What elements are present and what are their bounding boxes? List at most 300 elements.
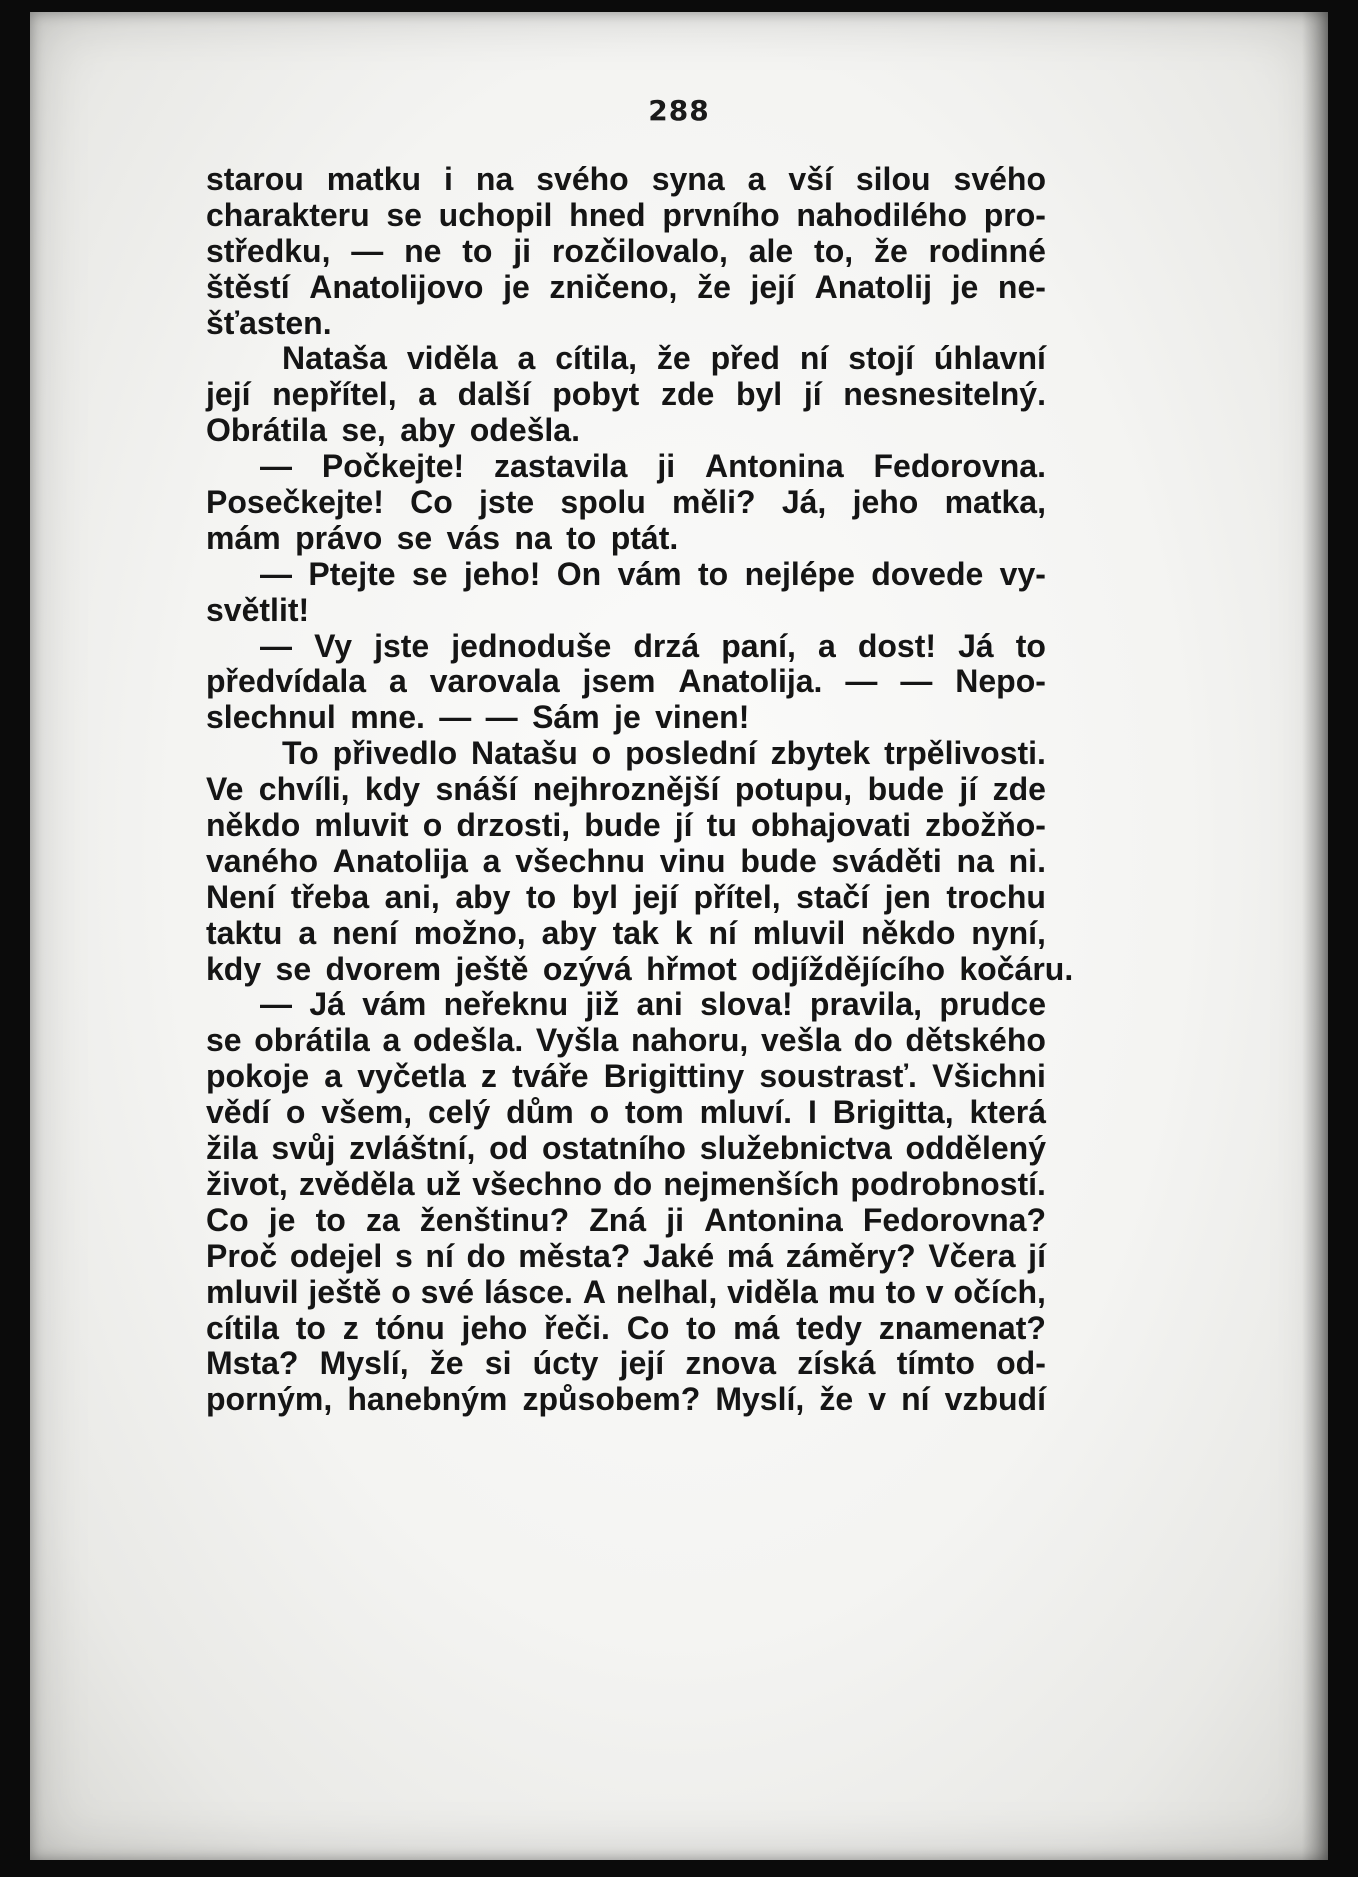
word: podrobností. bbox=[850, 1165, 1046, 1202]
word: Brigittiny bbox=[603, 1058, 745, 1095]
word: její bbox=[619, 1345, 665, 1382]
word: o bbox=[422, 807, 443, 844]
word: vám bbox=[362, 986, 427, 1023]
text-line bbox=[206, 880, 1046, 916]
word: ni. bbox=[1008, 842, 1046, 879]
word: Anatolij bbox=[814, 268, 932, 305]
word: od- bbox=[996, 1345, 1046, 1382]
word: od bbox=[489, 1130, 529, 1167]
word: města? bbox=[518, 1237, 631, 1274]
word: už bbox=[425, 1165, 462, 1202]
word: do bbox=[853, 1022, 893, 1059]
word: To bbox=[282, 735, 319, 772]
word: se bbox=[411, 555, 448, 592]
word: a bbox=[418, 376, 437, 413]
page-number: 288 bbox=[648, 94, 710, 127]
word: byl bbox=[735, 376, 783, 413]
word: Vyšla bbox=[535, 1022, 619, 1059]
text-line bbox=[206, 736, 1046, 772]
word: trpělivosti. bbox=[884, 735, 1046, 772]
word: že bbox=[656, 340, 691, 377]
word: Ptejte bbox=[308, 555, 396, 592]
word: mluvil bbox=[752, 914, 846, 951]
word: Obrátila bbox=[206, 412, 327, 449]
word: Všichni bbox=[932, 1058, 1046, 1095]
word: třeba bbox=[290, 878, 370, 915]
word: mu bbox=[827, 1273, 876, 1310]
word: Anatolijovo bbox=[309, 268, 484, 305]
text-line bbox=[206, 1095, 1046, 1131]
word: Myslí, bbox=[715, 1381, 805, 1418]
word: a bbox=[482, 842, 501, 879]
word: Myslí, bbox=[319, 1345, 409, 1382]
word: — bbox=[845, 663, 878, 700]
word: možno, bbox=[413, 914, 526, 951]
word: bude bbox=[584, 807, 661, 844]
word: Počkejte! bbox=[321, 448, 465, 485]
word: pokoje bbox=[206, 1058, 310, 1095]
word: svého bbox=[536, 161, 629, 197]
word: Nepo- bbox=[955, 663, 1046, 700]
text-line bbox=[206, 1346, 1046, 1382]
word: si bbox=[484, 1345, 512, 1382]
word: Natašu bbox=[471, 735, 578, 772]
word: do bbox=[466, 1237, 506, 1274]
word: jednoduše bbox=[451, 627, 612, 664]
word: uchopil bbox=[438, 196, 553, 233]
text-line bbox=[206, 1059, 1046, 1095]
word: jste bbox=[374, 627, 430, 664]
word: že bbox=[819, 1381, 854, 1418]
word: a bbox=[382, 1022, 401, 1059]
word: služebnictva bbox=[699, 1130, 892, 1167]
word: za bbox=[365, 1201, 400, 1238]
word: Anatolija. bbox=[678, 663, 823, 700]
word: štěstí bbox=[206, 268, 290, 305]
word: soustrasť. bbox=[759, 1058, 917, 1095]
word: to bbox=[315, 1201, 346, 1238]
word: ptát. bbox=[610, 519, 679, 556]
text-line bbox=[206, 1131, 1046, 1167]
word: šťasten. bbox=[206, 304, 332, 341]
text-line bbox=[206, 1275, 1046, 1311]
word: jsem bbox=[582, 663, 656, 700]
word: Jaké bbox=[643, 1237, 715, 1274]
word: jí bbox=[1028, 1237, 1046, 1274]
word: hned bbox=[569, 196, 646, 233]
word: zbytek bbox=[770, 735, 871, 772]
word: pro- bbox=[983, 196, 1046, 233]
word: to bbox=[525, 878, 557, 915]
page-edge-shadow bbox=[1302, 12, 1328, 1860]
word: Co bbox=[206, 1201, 249, 1238]
word: odjíždějícího bbox=[751, 950, 945, 987]
word: úhlavní bbox=[933, 340, 1046, 377]
word: její bbox=[633, 878, 678, 915]
word: je bbox=[614, 699, 641, 736]
word: nahodilého bbox=[796, 196, 968, 233]
word: nejmenších bbox=[663, 1165, 840, 1202]
word: znova bbox=[685, 1345, 777, 1382]
word: na bbox=[475, 161, 514, 197]
word: nelhal, bbox=[615, 1273, 718, 1310]
word: rodinné bbox=[928, 232, 1046, 269]
text-line bbox=[206, 270, 1046, 306]
word: tom bbox=[625, 1094, 684, 1131]
word: Posečkejte! bbox=[206, 484, 384, 521]
word: zastavila bbox=[494, 448, 628, 485]
word: své bbox=[420, 1273, 475, 1310]
word: dost! bbox=[857, 627, 937, 664]
word: život, bbox=[206, 1165, 288, 1202]
word: jí bbox=[674, 807, 693, 844]
word: v bbox=[925, 1273, 944, 1310]
word: vinen! bbox=[655, 699, 750, 736]
word: všechnu bbox=[515, 842, 646, 879]
word: a bbox=[747, 161, 766, 197]
word: zničeno, bbox=[549, 268, 678, 305]
word: to bbox=[566, 519, 597, 556]
text-line bbox=[206, 377, 1046, 413]
word: viděla bbox=[727, 1273, 818, 1310]
word: Proč bbox=[206, 1237, 278, 1274]
word: se bbox=[396, 519, 433, 556]
word: lásce. bbox=[483, 1273, 573, 1310]
word: znamenat? bbox=[878, 1309, 1046, 1346]
word: Zná bbox=[589, 1201, 647, 1238]
word: jí bbox=[803, 376, 822, 413]
word: rozčilovalo, bbox=[551, 232, 728, 269]
word: pravila, bbox=[809, 986, 922, 1023]
word: neřeknu bbox=[443, 986, 569, 1023]
word: aby bbox=[541, 914, 597, 951]
word: charakteru bbox=[206, 196, 370, 233]
word: ní bbox=[799, 340, 829, 377]
word: se, bbox=[341, 412, 386, 449]
word: — bbox=[900, 663, 933, 700]
word: a bbox=[517, 340, 536, 377]
word: a bbox=[324, 1058, 343, 1095]
word: vinu bbox=[659, 842, 726, 879]
word: Antonina bbox=[704, 448, 844, 485]
word: a bbox=[389, 663, 407, 700]
word: slova! bbox=[700, 986, 793, 1023]
word: nahoru, bbox=[630, 1022, 749, 1059]
word: drzosti, bbox=[456, 807, 571, 844]
word: očích, bbox=[953, 1273, 1046, 1310]
word: porným, bbox=[206, 1381, 333, 1418]
word: mluvit bbox=[314, 807, 409, 844]
text-line bbox=[206, 916, 1046, 952]
word: svého bbox=[953, 161, 1046, 197]
word: nejlépe bbox=[744, 555, 855, 592]
word: Anatolija bbox=[332, 842, 468, 879]
word: že bbox=[429, 1345, 464, 1382]
word: nyní, bbox=[971, 914, 1046, 951]
word: ani, bbox=[384, 878, 440, 915]
word: zde bbox=[992, 771, 1046, 808]
word: to bbox=[1015, 627, 1046, 664]
word: kočáru. bbox=[959, 950, 1074, 987]
word: všem, bbox=[321, 1094, 413, 1131]
word: kdy bbox=[206, 950, 262, 987]
word: I bbox=[807, 1094, 817, 1131]
word: se bbox=[386, 196, 422, 233]
word: syna bbox=[651, 161, 725, 197]
word: jí bbox=[959, 771, 978, 808]
word: stojí bbox=[848, 340, 914, 377]
word: to bbox=[462, 232, 493, 269]
word: varovala bbox=[429, 663, 560, 700]
word: vyčetla bbox=[357, 1058, 466, 1095]
word: Brigitta, bbox=[832, 1094, 954, 1131]
word: — bbox=[260, 448, 292, 485]
word: — bbox=[351, 232, 384, 269]
word: úcty bbox=[532, 1345, 599, 1382]
word: k bbox=[674, 914, 693, 951]
text-line bbox=[206, 629, 1046, 665]
word: i bbox=[444, 161, 453, 197]
word: svůj bbox=[271, 1130, 336, 1167]
word: o bbox=[589, 1094, 610, 1131]
word: další bbox=[457, 376, 531, 413]
word: nepřítel, bbox=[272, 376, 397, 413]
word: ní bbox=[901, 1381, 930, 1418]
word: mluvil bbox=[206, 1273, 299, 1310]
text-line bbox=[206, 808, 1046, 844]
text-line bbox=[206, 413, 1046, 449]
text-line bbox=[206, 1167, 1046, 1203]
word: přítel, bbox=[693, 878, 781, 915]
text-line bbox=[206, 341, 1046, 377]
word: že bbox=[697, 268, 731, 305]
word: aby bbox=[400, 412, 456, 449]
word: tu bbox=[706, 807, 737, 844]
word: paní, bbox=[721, 627, 796, 664]
word: stačí bbox=[796, 878, 870, 915]
word: předvídala bbox=[206, 663, 367, 700]
word: zvěděla bbox=[298, 1165, 415, 1202]
word: mne. bbox=[350, 699, 425, 736]
word: tónu bbox=[375, 1309, 445, 1346]
word: kdy bbox=[364, 771, 421, 808]
word: tak bbox=[612, 914, 659, 951]
word: A bbox=[582, 1273, 606, 1310]
word: Vy bbox=[314, 627, 353, 664]
word: způsobem? bbox=[522, 1381, 701, 1418]
word: vzbudí bbox=[944, 1381, 1046, 1418]
word: pobyt bbox=[552, 376, 640, 413]
word: řeči. bbox=[544, 1309, 610, 1346]
word: nesnesitelný. bbox=[843, 376, 1046, 413]
word: dovede bbox=[871, 555, 984, 592]
word: — bbox=[485, 699, 518, 736]
word: zde bbox=[660, 376, 715, 413]
text-line bbox=[206, 1311, 1046, 1347]
word: nejhroznější bbox=[532, 771, 720, 808]
text-line bbox=[206, 772, 1046, 808]
word: ji bbox=[666, 1201, 684, 1238]
word: vaného bbox=[206, 842, 319, 879]
word: matka, bbox=[944, 484, 1046, 521]
word: získá bbox=[797, 1345, 876, 1382]
word: oddělený bbox=[905, 1130, 1046, 1167]
word: přivedlo bbox=[332, 735, 458, 772]
word: spolu bbox=[560, 484, 646, 521]
word: tváře bbox=[512, 1058, 589, 1095]
word: mluví. bbox=[699, 1094, 793, 1131]
word: hřmot bbox=[646, 950, 737, 987]
word: Msta? bbox=[206, 1345, 299, 1382]
text-line bbox=[206, 700, 1046, 736]
word: viděla bbox=[406, 340, 498, 377]
word: to bbox=[686, 1309, 717, 1346]
text-line bbox=[206, 234, 1046, 270]
word: Sám bbox=[532, 699, 600, 736]
word: ostatního bbox=[541, 1130, 686, 1167]
word: se bbox=[206, 1022, 242, 1059]
word: vědí bbox=[206, 1094, 271, 1131]
text-line bbox=[206, 1203, 1046, 1239]
text-line bbox=[206, 557, 1046, 593]
word: Ve bbox=[206, 771, 244, 808]
word: záměry? bbox=[785, 1237, 916, 1274]
word: má bbox=[726, 1237, 774, 1274]
word: — bbox=[260, 555, 292, 592]
word: silou bbox=[855, 161, 931, 197]
word: taktu bbox=[206, 914, 283, 951]
text-line bbox=[206, 1239, 1046, 1275]
word: vešla bbox=[760, 1022, 842, 1059]
word: o bbox=[591, 735, 612, 772]
word: tedy bbox=[796, 1309, 862, 1346]
word: cítila bbox=[206, 1309, 279, 1346]
word: dětského bbox=[905, 1022, 1046, 1059]
word: ještě bbox=[308, 1273, 382, 1310]
word: zbožňo- bbox=[925, 807, 1046, 844]
text-line bbox=[206, 306, 1046, 342]
word: před bbox=[710, 340, 780, 377]
text-line bbox=[206, 844, 1046, 880]
word: odešla. bbox=[412, 1022, 524, 1059]
word: chvíli, bbox=[258, 771, 350, 808]
word: poslední bbox=[625, 735, 757, 772]
word: bude bbox=[740, 842, 817, 879]
word: Nataša bbox=[282, 340, 387, 377]
word: odešla. bbox=[469, 412, 580, 449]
word: slechnul bbox=[206, 699, 336, 736]
word: bude bbox=[867, 771, 944, 808]
word: Fedorovna. bbox=[873, 448, 1046, 485]
word: to bbox=[885, 1273, 916, 1310]
word: a bbox=[298, 914, 317, 951]
word: celý bbox=[427, 1094, 491, 1131]
word: jeho! bbox=[463, 555, 541, 592]
word: tímto bbox=[896, 1345, 975, 1382]
word: není bbox=[332, 914, 398, 951]
body-text bbox=[206, 161, 1074, 1418]
word: Já bbox=[958, 627, 994, 664]
word: světlit! bbox=[206, 591, 310, 628]
word: na bbox=[514, 519, 552, 556]
word: dům bbox=[506, 1094, 574, 1131]
word: ženštinu? bbox=[419, 1201, 570, 1238]
word: trochu bbox=[946, 878, 1046, 915]
word: někdo bbox=[861, 914, 956, 951]
word: jeho bbox=[461, 1309, 528, 1346]
word: má bbox=[733, 1309, 780, 1346]
word: prvního bbox=[662, 196, 780, 233]
word: je bbox=[503, 268, 530, 305]
word: ji bbox=[657, 448, 676, 485]
text-line bbox=[206, 162, 1046, 198]
word: Já bbox=[309, 986, 345, 1023]
word: v bbox=[868, 1381, 887, 1418]
word: již bbox=[585, 986, 620, 1023]
word: ní bbox=[708, 914, 737, 951]
word: Co bbox=[410, 484, 453, 521]
word: a bbox=[817, 627, 836, 664]
word: ozývá bbox=[542, 950, 632, 987]
word: středku, bbox=[206, 232, 331, 269]
word: starou bbox=[206, 161, 304, 197]
word: drzá bbox=[633, 627, 700, 664]
word: cítila, bbox=[555, 340, 637, 377]
word: to bbox=[295, 1309, 326, 1346]
word: je bbox=[268, 1201, 296, 1238]
word: — bbox=[260, 627, 292, 664]
word: někdo bbox=[206, 807, 301, 844]
word: — bbox=[260, 986, 292, 1023]
word: se bbox=[275, 950, 312, 987]
word: Včera bbox=[928, 1237, 1016, 1274]
text-line bbox=[206, 521, 1046, 557]
word: z bbox=[342, 1309, 359, 1346]
word: ale bbox=[748, 232, 794, 269]
word: prudce bbox=[939, 986, 1046, 1023]
word: On bbox=[556, 555, 602, 592]
word: o bbox=[391, 1273, 411, 1310]
book-page bbox=[30, 12, 1328, 1860]
word: odejel bbox=[289, 1237, 383, 1274]
word: žila bbox=[206, 1130, 258, 1167]
word: o bbox=[285, 1094, 306, 1131]
word: jeho bbox=[852, 484, 919, 521]
word: Antonina bbox=[704, 1201, 843, 1238]
text-line bbox=[206, 198, 1046, 234]
word: ani bbox=[636, 986, 683, 1023]
word: ještě bbox=[455, 950, 529, 987]
text-line bbox=[206, 1023, 1046, 1059]
word: do bbox=[613, 1165, 653, 1202]
text-line bbox=[206, 1382, 1046, 1418]
text-line bbox=[206, 485, 1046, 521]
word: její bbox=[206, 376, 251, 413]
word: dvorem bbox=[325, 950, 442, 987]
text-line bbox=[206, 664, 1046, 700]
word: matku bbox=[326, 161, 422, 197]
word: obhajovati bbox=[750, 807, 911, 844]
word: to bbox=[698, 555, 729, 592]
word: byl bbox=[571, 878, 618, 915]
text-line bbox=[206, 950, 1074, 988]
word: ní bbox=[425, 1237, 454, 1274]
word: jste bbox=[479, 484, 535, 521]
word: Já, bbox=[781, 484, 827, 521]
text-line bbox=[206, 593, 1046, 629]
word: s bbox=[394, 1237, 413, 1274]
word: sváděti bbox=[831, 842, 942, 879]
